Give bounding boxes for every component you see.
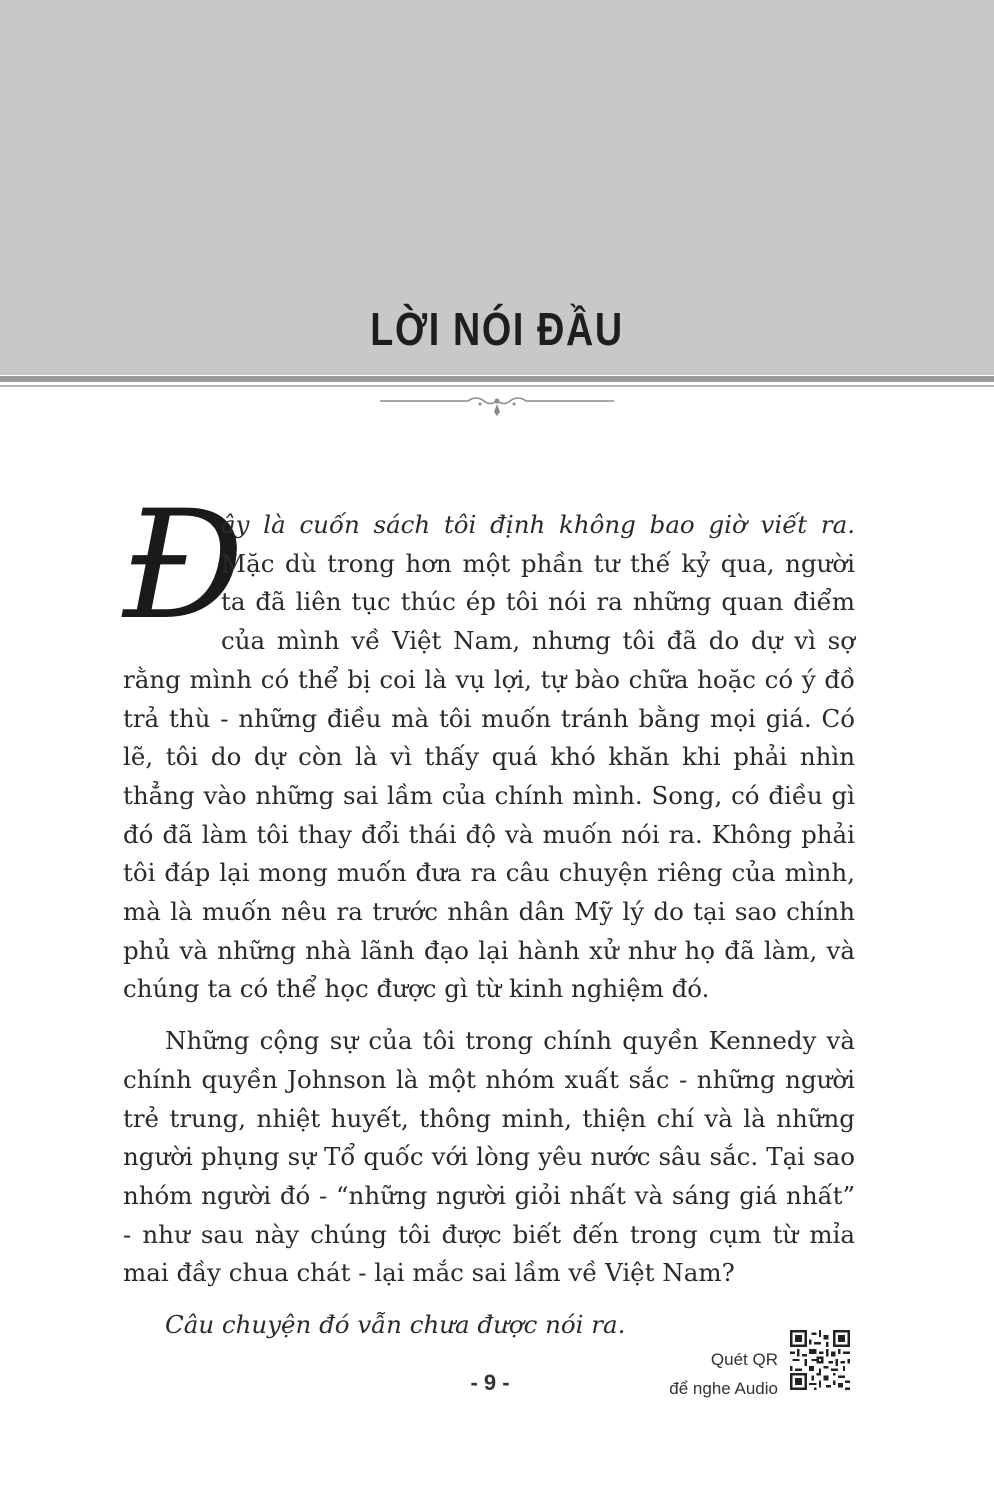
drop-cap: Đ (123, 479, 245, 653)
qr-caption (600, 1345, 778, 1403)
ornament-divider-icon (380, 392, 614, 418)
qr-caption-line2: để nghe Audio (669, 1379, 778, 1398)
chapter-title: LỜI NÓI ĐẦU (370, 303, 624, 355)
qr-caption-line1: Quét QR (710, 1350, 778, 1369)
body-text (123, 479, 855, 1358)
paragraph-1-italic-lead: ây là cuốn sách tôi định không bao giờ viết ra. (221, 510, 855, 539)
paragraph-2: Những cộng sự của tôi trong chính quyền Kennedy và chính quyền Johnson là một nhóm xuất sắc - những người trẻ trung, nhiệt huyết, thông minh, thiện chí và là những người phụng sự Tổ quốc với lòng yêu nước sâu sắc. Tại sao nhóm người đó - “những người giỏi nhất và sáng giá nhất” - như sau này chúng tôi được biết đến trong cụm từ mỉa mai đầy chua chát - lại mắc sai lầm về Việt Nam? (123, 1026, 855, 1288)
closing-line: Câu chuyện đó vẫn chưa được nói ra. (165, 1310, 626, 1340)
paragraph-1 (123, 479, 855, 1009)
header-rule-thick (0, 376, 994, 382)
paragraph-1-body: Mặc dù trong hơn một phần tư thế kỷ qua, người ta đã liên tục thúc ép tôi nói ra những quan điểm của mình về Việt Nam, nhưng tôi đã do dự vì sợ rằng mình có thể bị coi là vụ lợi, tự bào chữa hoặc có ý đồ trả thù - những điều mà tôi muốn tránh bằng mọi giá. Có lẽ, tôi do dự còn là vì thấy quá khó khăn khi phải nhìn thẳng vào những sai lầm của chính mình. Song, có điều gì đó đã làm tôi thay đổi thái độ và muốn nói ra. Không phải tôi đáp lại mong muốn đưa ra câu chuyện riêng của mình, mà là muốn nêu ra trước nhân dân Mỹ lý do tại sao chính phủ và những nhà lãnh đạo lại hành xử như họ đã làm, và chúng ta có thể học được gì từ kinh nghiệm đó. (123, 548, 855, 1004)
header-rule-thin (0, 385, 994, 387)
page-number: - 9 - (470, 1370, 510, 1395)
qr-code-icon[interactable] (790, 1330, 850, 1390)
